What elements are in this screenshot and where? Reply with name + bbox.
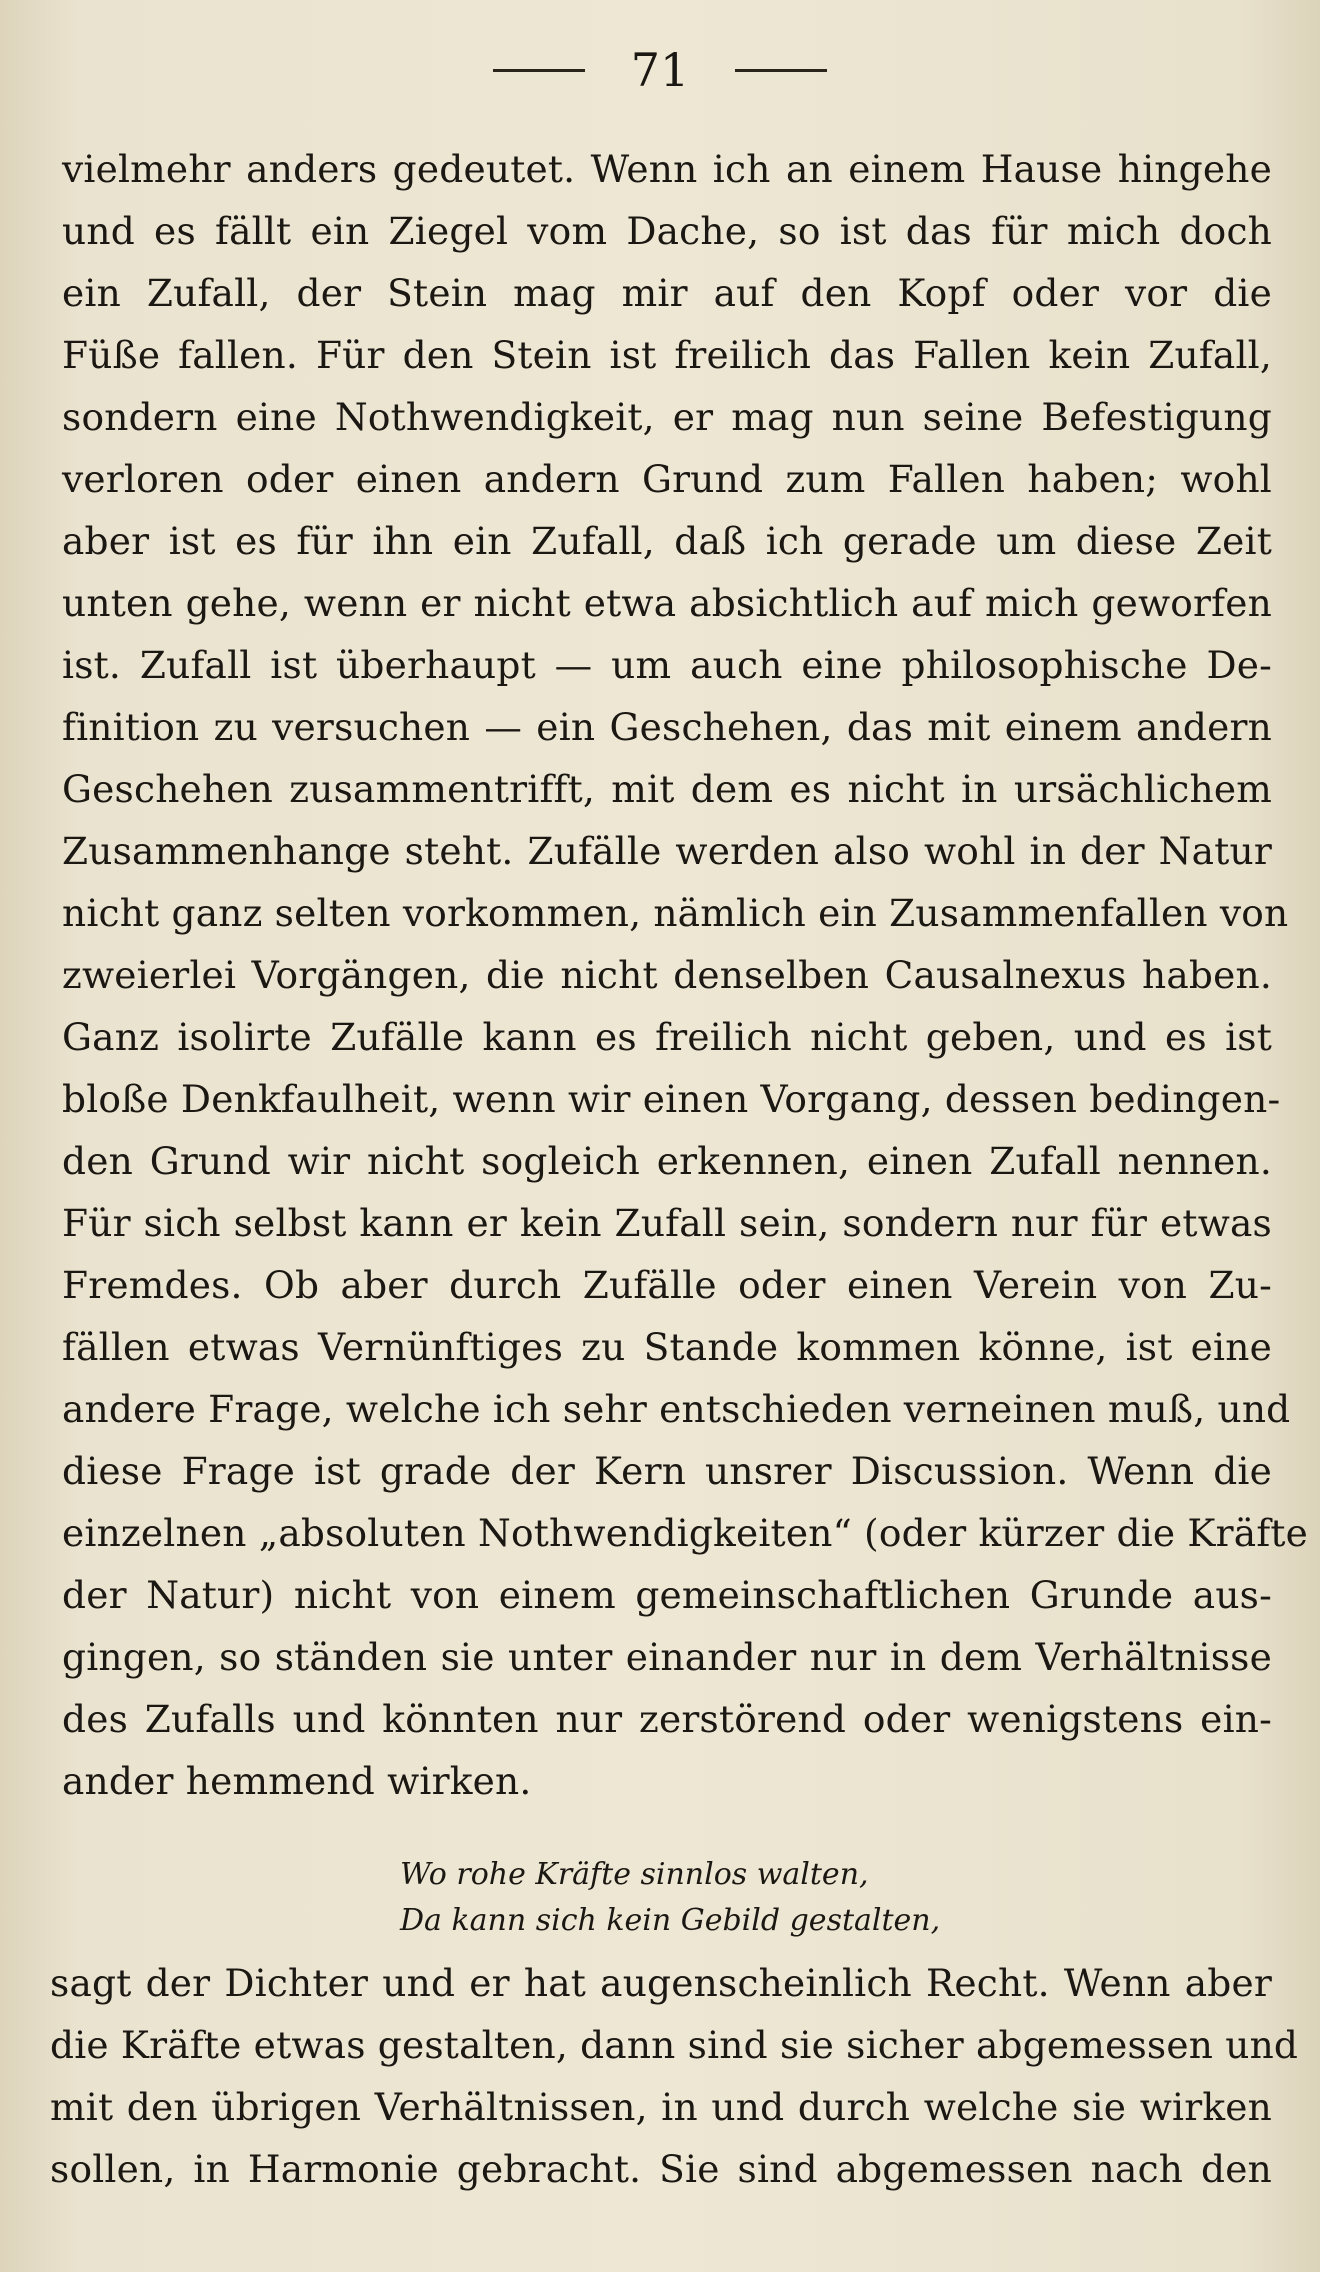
body-text-continued [50,1952,1299,2200]
text-line: ein Zufall, der Stein mag mir auf den Kopf oder vor die [62,271,1272,315]
text-line: vielmehr anders gedeutet. Wenn ich an einem Hause hingehe [62,147,1272,191]
page-header [0,40,1320,100]
text-line: mit den übrigen Verhältnissen, in und durch welche sie wirken [50,2085,1272,2129]
text-line: Fremdes. Ob aber durch Zufälle oder einen Verein von Zu- [62,1263,1272,1307]
text-line: andere Frage, welche ich sehr entschieden verneinen muß, und [62,1387,1291,1431]
header-rule-right [735,69,827,72]
text-line: verloren oder einen andern Grund zum Fallen haben; wohl [62,457,1272,501]
text-line: Zusammenhange steht. Zufälle werden also wohl in der Natur [62,829,1272,873]
text-line: und es fällt ein Ziegel vom Dache, so ist das für mich doch [62,209,1272,253]
text-line: sagt der Dichter und er hat augenscheinlich Recht. Wenn aber [50,1961,1272,2005]
page-number: 71 [630,43,690,97]
text-line: gingen, so ständen sie unter einander nur in dem Verhältnisse [62,1635,1272,1679]
text-line: aber ist es für ihn ein Zufall, daß ich gerade um diese Zeit [62,519,1272,563]
text-line: fällen etwas Vernünftiges zu Stande kommen könne, ist eine [62,1325,1272,1369]
text-line: ist. Zufall ist überhaupt — um auch eine philosophische De- [62,643,1272,687]
text-line: nicht ganz selten vorkommen, nämlich ein Zusammenfallen von [62,891,1289,935]
body-text [62,138,1309,1812]
text-line: diese Frage ist grade der Kern unsrer Discussion. Wenn die [62,1449,1272,1493]
verse-line: Wo rohe Kräfte sinnlos walten, [400,1857,869,1892]
text-line: Ganz isolirte Zufälle kann es freilich nicht geben, und es ist [62,1015,1272,1059]
text-line: Für sich selbst kann er kein Zufall sein, sondern nur für etwas [62,1201,1272,1245]
verse-line: Da kann sich kein Gebild gestalten, [400,1903,941,1938]
text-line: die Kräfte etwas gestalten, dann sind sie sicher abgemessen und [50,2023,1299,2067]
text-line: des Zufalls und könnten nur zerstörend oder wenigstens ein- [62,1697,1272,1741]
text-line: unten gehe, wenn er nicht etwa absichtlich auf mich geworfen [62,581,1272,625]
text-line: Füße fallen. Für den Stein ist freilich das Fallen kein Zufall, [62,333,1272,377]
text-line: zweierlei Vorgängen, die nicht denselben Causalnexus haben. [62,953,1272,997]
text-line: den Grund wir nicht sogleich erkennen, einen Zufall nennen. [62,1139,1272,1183]
text-line: ander hemmend wirken. [62,1759,532,1803]
verse-quote [400,1852,1000,1944]
text-line: Geschehen zusammentrifft, mit dem es nicht in ursächlichem [62,767,1272,811]
text-line: bloße Denkfaulheit, wenn wir einen Vorgang, dessen bedingen- [62,1077,1281,1121]
text-line: sondern eine Nothwendigkeit, er mag nun seine Befestigung [62,395,1272,439]
text-line: finition zu versuchen — ein Geschehen, das mit einem andern [62,705,1272,749]
text-line: der Natur) nicht von einem gemeinschaftlichen Grunde aus- [62,1573,1272,1617]
text-line: einzelnen „absoluten Nothwendigkeiten“ (oder kürzer die Kräfte [62,1511,1309,1555]
text-line: sollen, in Harmonie gebracht. Sie sind abgemessen nach den [50,2147,1272,2191]
header-rule-left [493,69,585,72]
